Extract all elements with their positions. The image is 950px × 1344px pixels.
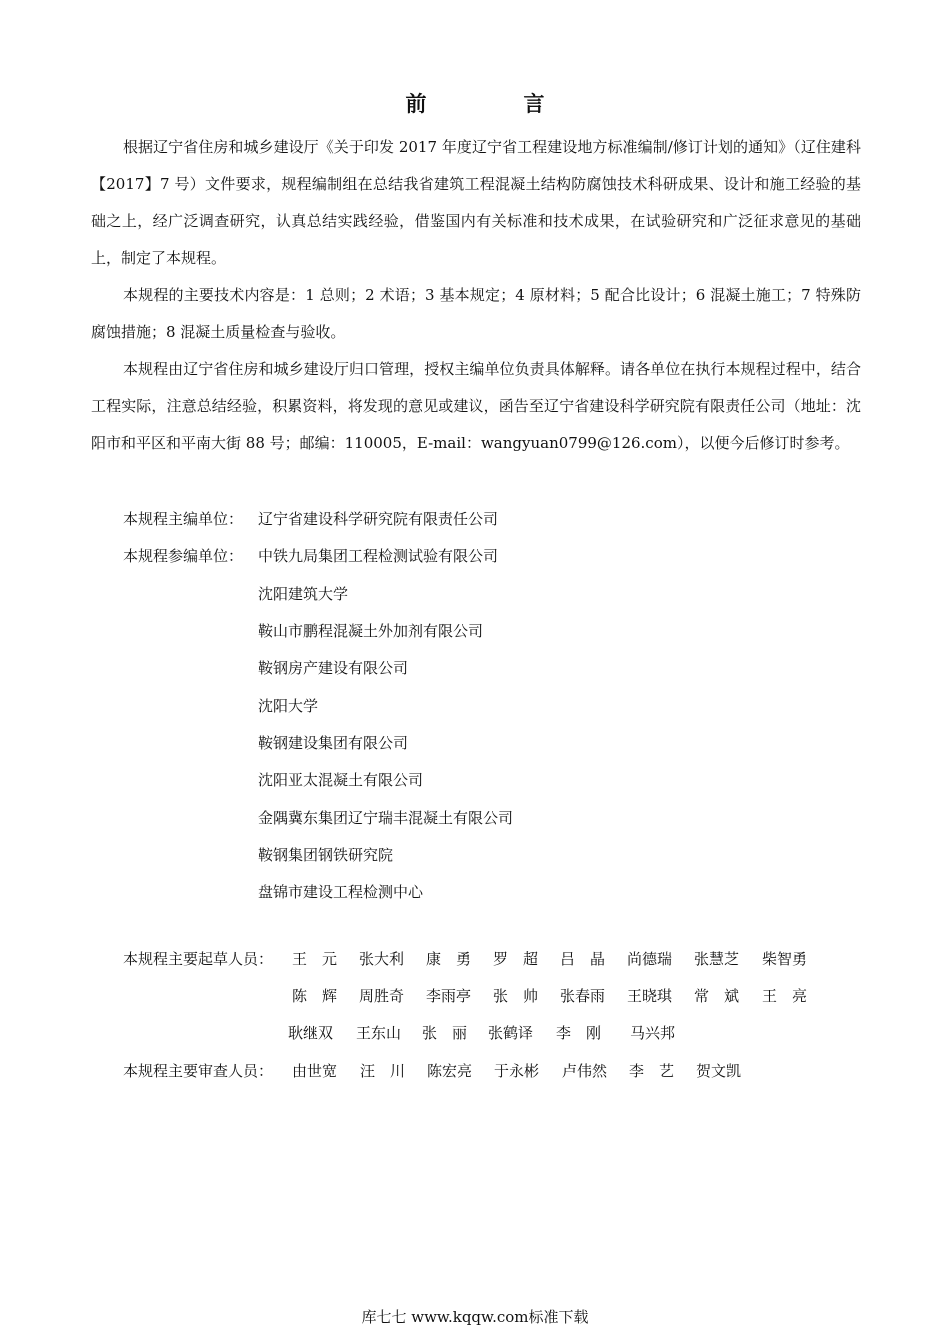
footer-watermark: 库七七 www.kqqw.com标准下载 — [361, 1308, 589, 1326]
drafter-name: 张慧芝 — [694, 950, 740, 968]
participating-unit: 鞍钢建设集团有限公司 — [258, 734, 409, 752]
drafter-name: 李雨亭 — [426, 987, 472, 1005]
participating-unit: 金隅冀东集团辽宁瑞丰混凝土有限公司 — [258, 809, 514, 827]
drafter-name: 康 勇 — [426, 950, 472, 968]
reviewer-name: 贺文凯 — [696, 1062, 742, 1080]
drafter-name: 罗 超 — [493, 950, 539, 968]
drafter-name: 陈 辉 — [292, 987, 338, 1005]
reviewer-name: 卢伟然 — [562, 1062, 608, 1080]
drafter-name: 王东山 — [356, 1024, 402, 1042]
drafters-label: 本规程主要起草人员： — [123, 950, 274, 968]
participating-unit: 鞍钢集团钢铁研究院 — [258, 846, 394, 864]
participating-unit: 中铁九局集团工程检测试验有限公司 — [258, 547, 499, 565]
drafter-name: 尚德瑞 — [627, 950, 673, 968]
drafter-name: 马兴邦 — [630, 1024, 676, 1042]
reviewers-label: 本规程主要审查人员： — [123, 1062, 274, 1080]
participating-unit: 盘锦市建设工程检测中心 — [258, 883, 424, 901]
drafter-name: 常 斌 — [694, 987, 740, 1005]
participating-units-label: 本规程参编单位： — [123, 547, 244, 565]
drafter-name: 张春雨 — [560, 987, 606, 1005]
chief-unit-name: 辽宁省建设科学研究院有限责任公司 — [258, 510, 499, 528]
drafter-name: 耿继双 — [288, 1024, 334, 1042]
drafter-name: 李 刚 — [556, 1024, 602, 1042]
participating-unit: 鞍山市鹏程混凝土外加剂有限公司 — [258, 622, 484, 640]
drafter-name: 张 帅 — [493, 987, 539, 1005]
drafter-name: 张鹤译 — [488, 1024, 534, 1042]
chief-unit-label: 本规程主编单位： — [123, 510, 244, 528]
reviewer-name: 汪 川 — [360, 1062, 406, 1080]
reviewer-name: 由世宽 — [292, 1062, 338, 1080]
drafter-name: 张大利 — [359, 950, 405, 968]
participating-unit: 沈阳建筑大学 — [258, 585, 349, 603]
participating-unit: 沈阳亚太混凝土有限公司 — [258, 771, 424, 789]
reviewer-name: 李 艺 — [629, 1062, 675, 1080]
page-title: 前 言 — [405, 92, 583, 116]
drafter-name: 张 丽 — [422, 1024, 468, 1042]
drafter-name: 王 亮 — [762, 987, 808, 1005]
content-paragraph: 本规程的主要技术内容是：1 总则；2 术语；3 基本规定；4 原材料；5 配合比设计；6 混凝土施工；7 特殊防腐蚀措施；8 混凝土质量检查与验收。 — [91, 286, 861, 341]
management-paragraph: 本规程由辽宁省住房和城乡建设厅归口管理，授权主编单位负责具体解释。请各单位在执行本规程过程中，结合工程实际，注意总结经验，积累资料，将发现的意见或建议，函告至辽宁省建设科学研究院有限责任公司（地址：沈阳市和平区和平南大街 88 号；邮编：110005，E-mail：wangyuan0799@126.com），以便今后修订时参考。 — [91, 360, 861, 452]
participating-unit: 鞍钢房产建设有限公司 — [258, 659, 409, 677]
reviewer-name: 于永彬 — [494, 1062, 540, 1080]
intro-paragraph: 根据辽宁省住房和城乡建设厅《关于印发 2017 年度辽宁省工程建设地方标准编制/修订计划的通知》（辽住建科【2017】7 号）文件要求，规程编制组在总结我省建筑工程混凝土结构防腐蚀技术科研成果、设计和施工经验的基础之上，经广泛调查研究，认真总结实践经验，借鉴国内有关标准和技术成果，在试验研究和广泛征求意见的基础上，制定了本规程。 — [91, 138, 861, 267]
drafter-name: 王 元 — [292, 950, 338, 968]
drafter-name: 周胜奇 — [359, 987, 405, 1005]
participating-unit: 沈阳大学 — [258, 697, 319, 715]
drafter-name: 柴智勇 — [762, 950, 808, 968]
reviewer-name: 陈宏亮 — [427, 1062, 473, 1080]
drafter-name: 王晓琪 — [627, 987, 673, 1005]
drafter-name: 吕 晶 — [560, 950, 606, 968]
